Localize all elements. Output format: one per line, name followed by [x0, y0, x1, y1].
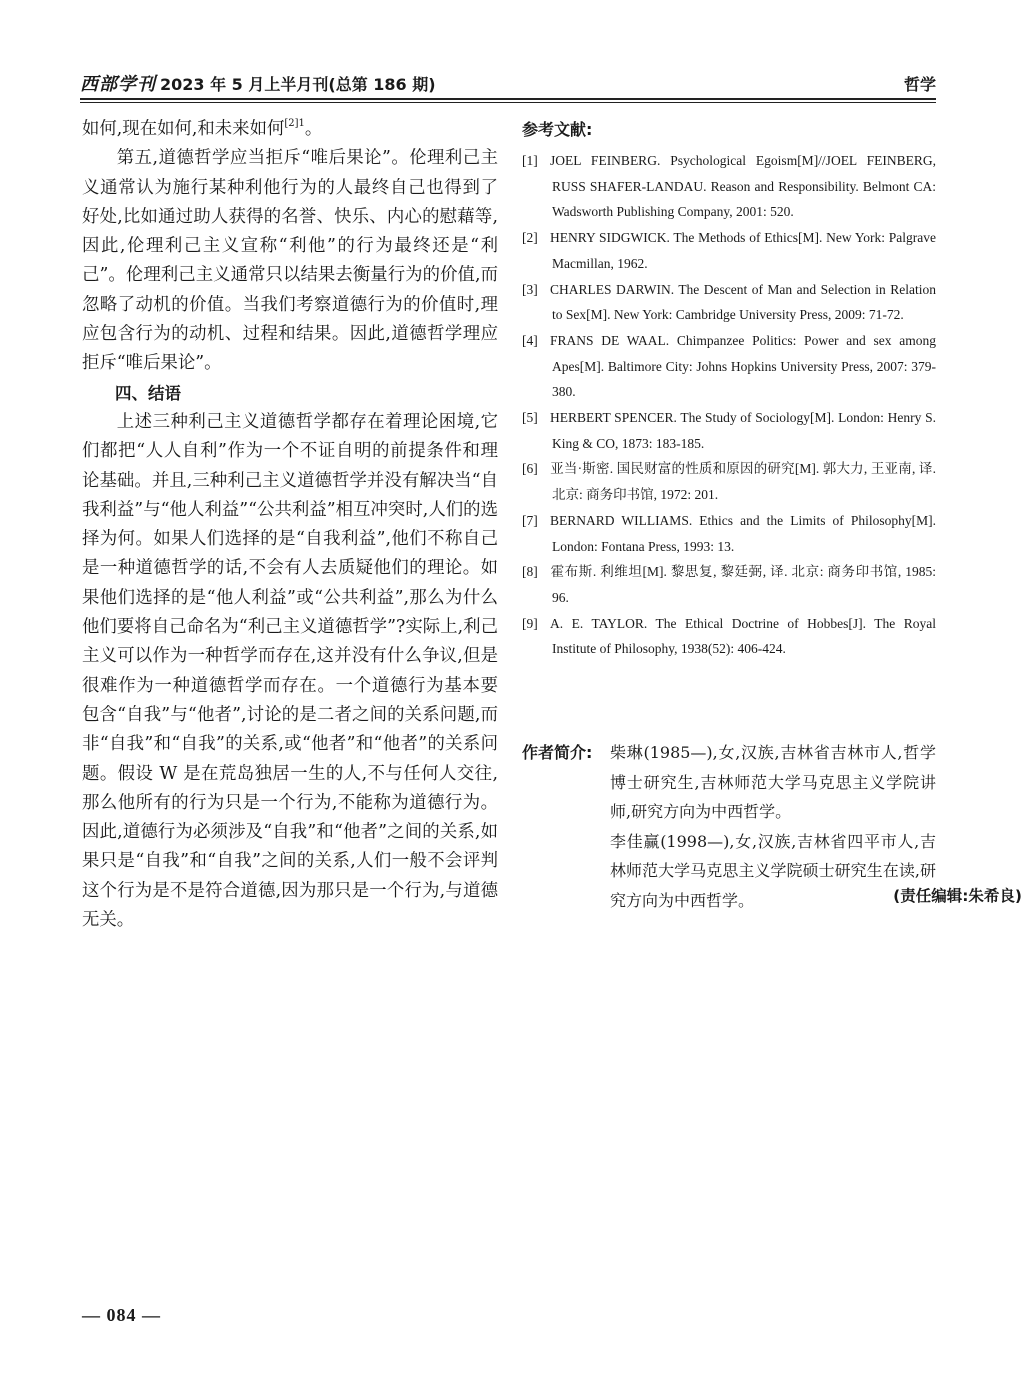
reference-number: [9]: [522, 615, 538, 631]
header-rule-thin: [80, 102, 936, 103]
reference-text: JOEL FEINBERG. Psychological Egoism[M]//JOEL FEINBERG, RUSS SHAFER-LANDAU. Reason and Responsibility. Belmont CA: Wadsworth Publishing Company, 2001: 520.: [550, 153, 936, 220]
reference-item: [522, 456, 936, 507]
reference-item: [522, 328, 936, 405]
reference-item: [522, 559, 936, 610]
reference-item: [522, 148, 936, 225]
responsible-editor: (责任编辑:朱希良): [893, 887, 1022, 905]
paragraph: 上述三种利己主义道德哲学都存在着理论困境,它们都把“人人自利”作为一个不证自明的前提条件和理论基础。并且,三种利己主义道德哲学并没有解决当“自我利益”与“他人利益”“公共利益”相互冲突时,人们的选择为何。如果人们选择的是“自我利益”,他们不称自己是一种道德哲学的话,不会有人去质疑他们的理论。如果他们选择的是“他人利益”或“公共利益”,那么为什么他们要将自己命名为“利己主义道德哲学”?实际上,利己主义可以作为一种哲学而存在,这并没有什么争议,但是很难作为一种道德哲学而存在。一个道德行为基本要包含“自我”与“他者”,讨论的是二者之间的关系问题,而非“自我”和“自我”的关系,或“他者”和“他者”的关系问题。假设 W 是在荒岛独居一生的人,不与任何人交往,那么他所有的行为只是一个行为,不能称为道德行为。因此,道德行为必须涉及“自我”和“他者”之间的关系,如果只是“自我”和“自我”之间的关系,人们一般不会评判这个行为是不是符合道德,因为那只是一个行为,与道德无关。: [82, 411, 498, 931]
reference-number: [8]: [522, 564, 538, 580]
author-bio-2: 李佳赢(1998—),女,汉族,吉林省四平市人,吉林师范大学马克思主义学院硕士研究生在读,研究方向为中西哲学。: [610, 831, 936, 910]
reference-number: [7]: [522, 512, 538, 528]
issue-info: 2023 年 5 月上半月刊(总第 186 期): [160, 75, 436, 94]
page-number: — 084 —: [82, 1305, 161, 1325]
author-label: 作者简介:: [522, 743, 593, 762]
reference-text: 亚当·斯密. 国民财富的性质和原因的研究[M]. 郭大力, 王亚南, 译. 北京: 商务印书馆, 1972: 201.: [550, 461, 936, 503]
reference-text: BERNARD WILLIAMS. Ethics and the Limits of Philosophy[M]. London: Fontana Press, 1993: 13.: [550, 512, 936, 554]
running-header: [80, 68, 936, 98]
reference-item: [522, 611, 936, 662]
author-info: [522, 738, 936, 915]
paragraph: 第五,道德哲学应当拒斥“唯后果论”。伦理利己主义通常认为施行某种利他行为的人最终自己也得到了好处,比如通过助人获得的名誉、快乐、内心的慰藉等,因此,伦理利己主义宣称“利他”的行为最终还是“利己”。伦理利己主义通常只以结果去衡量行为的价值,而忽略了动机的价值。当我们考察道德行为的价值时,理应包含行为的动机、过程和结果。因此,道德哲学理应拒斥“唯后果论”。: [82, 148, 498, 374]
reference-item: [522, 277, 936, 328]
reference-number: [4]: [522, 332, 538, 348]
reference-list: [522, 148, 936, 662]
reference-text: HERBERT SPENCER. The Study of Sociology[M]. London: Henry S. King & CO, 1873: 183-185.: [550, 410, 936, 451]
section-name: 哲学: [903, 75, 936, 94]
reference-text: A. E. TAYLOR. The Ethical Doctrine of Hobbes[J]. The Royal Institute of Philosophy, 1938(52): 406-424.: [550, 615, 936, 657]
reference-text: FRANS DE WAAL. Chimpanzee Politics: Power and sex among Apes[M]. Baltimore City: Johns Hopkins University Press, 2007: 379-380.: [550, 332, 936, 400]
paragraph-tail: 。: [304, 119, 323, 139]
reference-item: [522, 225, 936, 276]
author-bio-1: 柴琳(1985—),女,汉族,吉林省吉林市人,哲学博士研究生,吉林师范大学马克思主义学院讲师,研究方向为中西哲学。: [610, 743, 936, 821]
reference-number: [3]: [522, 281, 538, 297]
journal-logo: 西部学刊: [80, 74, 156, 95]
references-section: [522, 118, 936, 662]
references-heading: 参考文献:: [522, 120, 593, 139]
citation-marker: [2]1: [284, 118, 305, 130]
reference-number: [6]: [522, 461, 538, 477]
header-rule: [80, 98, 936, 100]
paragraph: [82, 115, 498, 144]
reference-text: HENRY SIDGWICK. The Methods of Ethics[M]. New York: Palgrave Macmillan, 1962.: [550, 230, 936, 271]
reference-number: [2]: [522, 230, 538, 246]
reference-item: [522, 508, 936, 559]
main-text-column: [82, 115, 498, 935]
paragraph-text: 如何,现在如何,和未来如何: [82, 119, 285, 139]
reference-number: [1]: [522, 153, 538, 168]
reference-number: [5]: [522, 410, 538, 426]
section-heading: 四、结语: [115, 383, 181, 403]
reference-text: 霍布斯. 利维坦[M]. 黎思复, 黎廷弼, 译. 北京: 商务印书馆, 1985: 96.: [550, 564, 936, 605]
reference-item: [522, 405, 936, 456]
reference-text: CHARLES DARWIN. The Descent of Man and Selection in Relation to Sex[M]. New York: Cambridge University Press, 2009: 71-72.: [550, 281, 936, 323]
